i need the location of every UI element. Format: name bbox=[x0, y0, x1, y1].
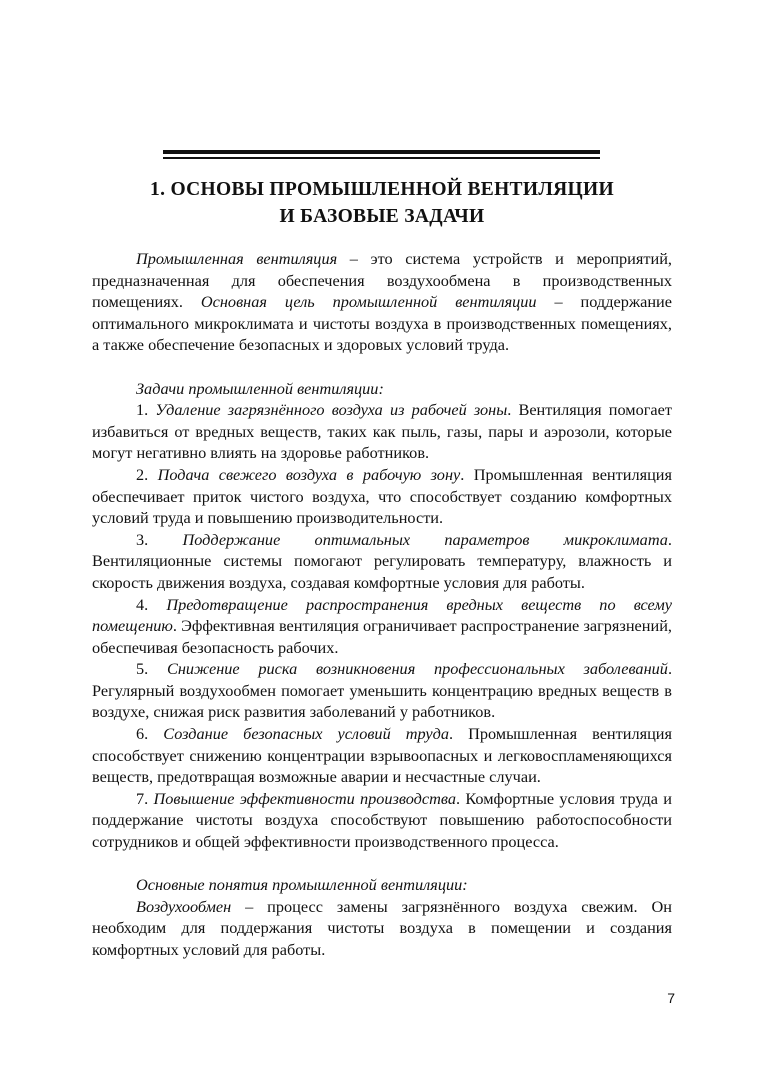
intro-term-2: Основная цель промышленной вентиляции bbox=[200, 292, 537, 312]
task-item-2: 2. Подача свежего воздуха в рабочую зону. Промышленная вентиляция обеспечивает приток чистого воздуха, что способствует созданию комфортных условий труда и повышению производительности. bbox=[92, 464, 672, 528]
task-item-6: 6. Создание безопасных условий труда. Промышленная вентиляция способствует снижению концентрации взрывоопасных и легковоспламеняющихся веществ, предотвращая возможные аварии и несчастные случаи. bbox=[92, 724, 672, 787]
concepts-heading: Основные понятия промышленной вентиляции: bbox=[136, 875, 468, 895]
page-number: 7 bbox=[667, 990, 675, 1006]
task-item-1: 1. Удаление загрязнённого воздуха из рабочей зоны. Вентиляция помогает избавиться от вредных веществ, таких как пыль, газы, пары и аэрозоли, которые могут негативно влиять на здоровье работников. bbox=[92, 400, 672, 463]
tasks-heading: Задачи промышленной вентиляции: bbox=[136, 378, 384, 398]
concept-airexchange bbox=[92, 896, 672, 961]
header-rule-thin bbox=[163, 157, 600, 159]
task-item-3: 3. Поддержание оптимальных параметров микроклимата. Вентиляционные системы помогают регулировать температуру, влажность и скорость движения воздуха, создавая комфортные условия для работы. bbox=[92, 529, 672, 592]
concept-term: Воздухообмен bbox=[136, 896, 232, 916]
task-item-7: 7. Повышение эффективности производства. Комфортные условия труда и поддержание чистоты воздуха способствуют повышению работоспособности сотрудников и общей эффективности производственного процесса. bbox=[92, 788, 673, 852]
intro-paragraph bbox=[92, 248, 672, 356]
chapter-title-line-2: И БАЗОВЫЕ ЗАДАЧИ bbox=[279, 206, 485, 227]
concept-text: – процесс замены загрязнённого воздуха свежим. Он необходим для поддержания чистоты воздуха в помещении и создания комфортных условий для работы. bbox=[92, 896, 672, 959]
intro-term-1: Промышленная вентиляция bbox=[136, 249, 338, 268]
intro-text-1: – это система устройств и мероприятий, предназначенная для обеспечения воздухообмена в производственных помещениях. bbox=[92, 249, 672, 312]
task-item-5: 5. Снижение риска возникновения профессиональных заболеваний. Регулярный воздухообмен помогает уменьшить концентрацию вредных веществ в воздухе, снижая риск развития заболеваний у работников. bbox=[92, 659, 673, 722]
chapter-title bbox=[92, 176, 672, 230]
page-body bbox=[92, 248, 672, 961]
chapter-title-line-1: 1. ОСНОВЫ ПРОМЫШЛЕННОЙ ВЕНТИЛЯЦИИ bbox=[150, 179, 614, 200]
header-rule-thick bbox=[163, 150, 600, 154]
intro-text-2: – поддержание оптимального микроклимата и чистоты воздуха в производственных помещениях, а также обеспечение безопасных и здоровых условий труда. bbox=[92, 292, 672, 355]
task-item-4: 4. Предотвращение распространения вредных веществ по всему помещению. Эффективная вентиляция ограничивает распространение загрязнений, обеспечивая безопасность рабочих. bbox=[92, 594, 672, 657]
